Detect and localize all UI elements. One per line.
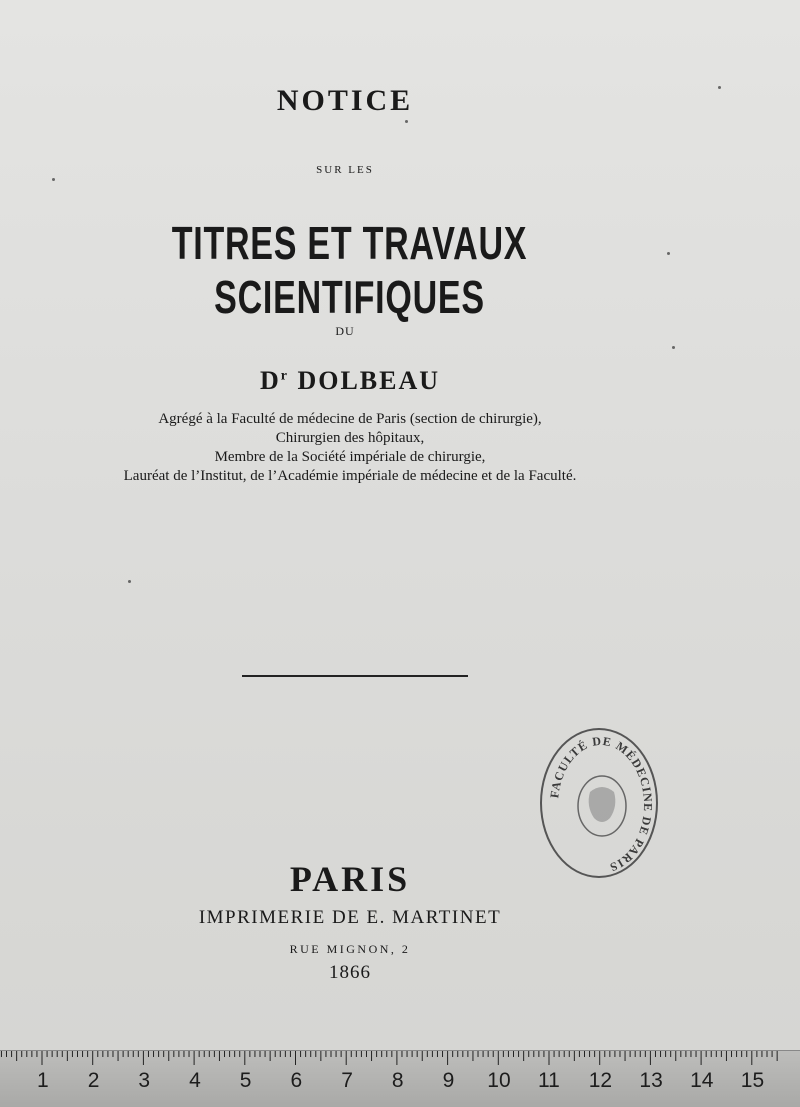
library-stamp-icon xyxy=(540,728,658,878)
ruler-number: 13 xyxy=(639,1069,663,1092)
ruler-number: 10 xyxy=(487,1069,511,1092)
author-surname: DOLBEAU xyxy=(297,366,441,395)
speck xyxy=(718,86,721,89)
ruler-number: 2 xyxy=(87,1069,100,1092)
speck xyxy=(52,178,55,181)
ruler-number: 14 xyxy=(690,1069,714,1092)
year-text: 1866 xyxy=(329,962,371,983)
ruler-number: 1 xyxy=(37,1069,49,1092)
credential-line: Membre de la Société impériale de chirurgie, xyxy=(214,449,486,465)
measuring-ruler xyxy=(0,1050,800,1107)
city-text: PARIS xyxy=(289,859,411,899)
printer-text: IMPRIMERIE DE E. MARTINET xyxy=(198,907,502,928)
ruler-number: 3 xyxy=(138,1069,151,1092)
author-name xyxy=(0,366,700,396)
ruler-number: 11 xyxy=(538,1069,560,1092)
author-prefix: D xyxy=(259,366,281,395)
credential-line: Agrégé à la Faculté de médecine de Paris (section de chirurgie), xyxy=(158,411,542,427)
notice-heading: NOTICE xyxy=(276,84,414,117)
ruler-number: 4 xyxy=(189,1069,201,1092)
author-prefix-suffix: r xyxy=(280,368,289,384)
divider-rule xyxy=(242,675,468,677)
stamp-text: FACULTÉ DE MÉDECINE DE PARIS xyxy=(547,733,656,875)
speck xyxy=(667,252,670,255)
ruler-number: 7 xyxy=(341,1069,353,1092)
ruler-number: 15 xyxy=(740,1069,765,1092)
speck xyxy=(405,120,408,123)
speck xyxy=(128,580,131,583)
ruler-number: 6 xyxy=(290,1069,303,1092)
credential-line: Chirurgien des hôpitaux, xyxy=(275,430,425,446)
ruler-number: 9 xyxy=(442,1069,455,1092)
ruler-number: 5 xyxy=(239,1069,252,1092)
main-title: TITRES ET TRAVAUX SCIENTIFIQUES xyxy=(171,217,528,323)
ruler-number: 12 xyxy=(588,1069,613,1092)
credential-line: Lauréat de l’Institut, de l’Académie impériale de médecine et de la Faculté. xyxy=(123,468,577,484)
du-text: DU xyxy=(335,324,355,338)
ruler-number: 8 xyxy=(391,1069,404,1092)
sur-les-text: SUR LES xyxy=(316,164,374,176)
street-text: RUE MIGNON, 2 xyxy=(289,942,411,956)
speck xyxy=(672,346,675,349)
